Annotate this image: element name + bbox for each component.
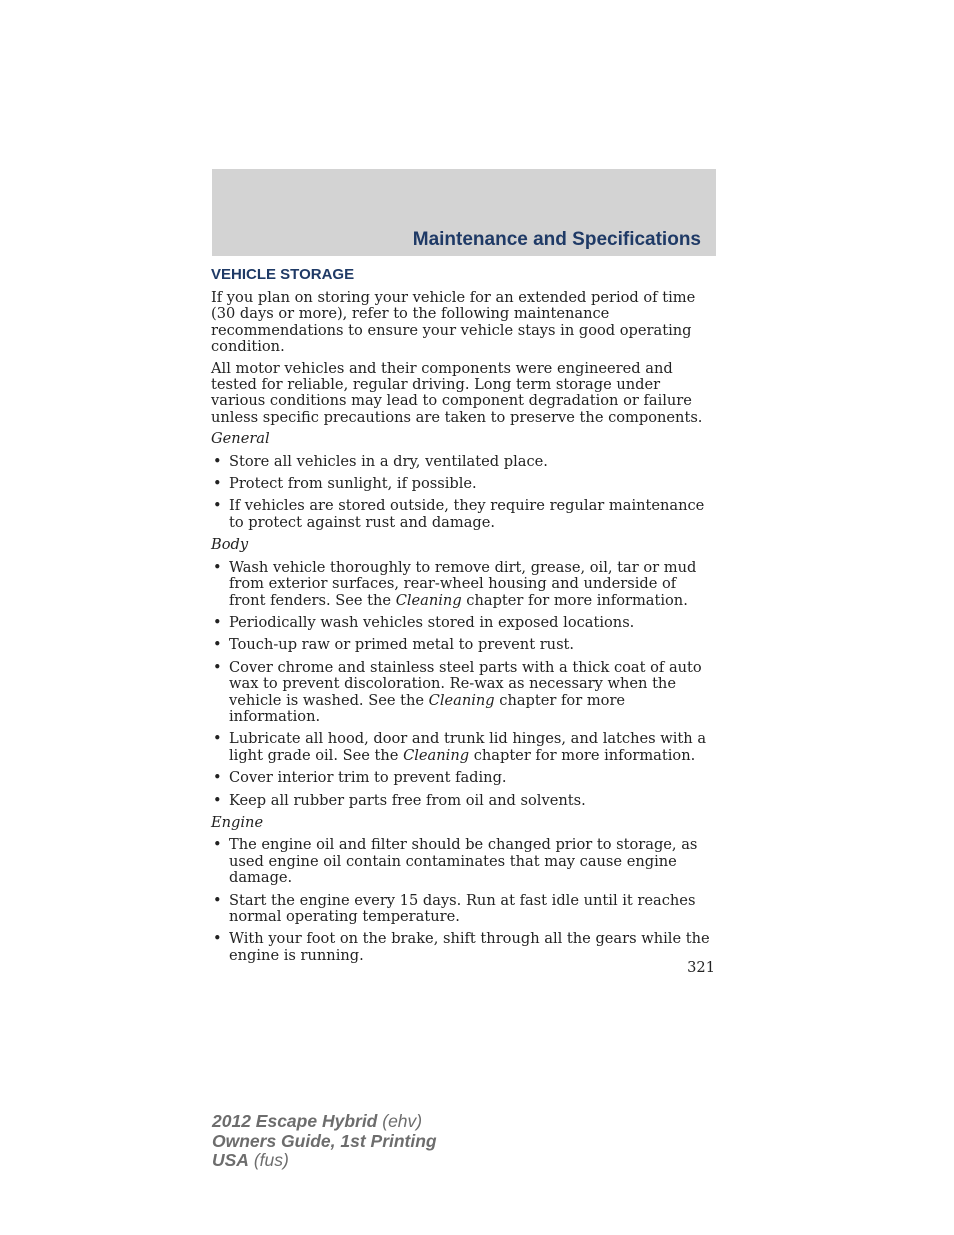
general-subheading: General (211, 430, 270, 448)
footer-market-code: (fus) (248, 1150, 289, 1170)
engine-list (211, 837, 716, 964)
list-item: • With your foot on the brake, shift through all the gears while the engine is running. (211, 931, 716, 964)
list-item-text: Wash vehicle thoroughly to remove dirt, grease, oil, tar or mud from exterior surfaces, rear-wheel housing and underside of front fenders. See the (229, 558, 697, 609)
list-item-text: chapter for more information. (469, 746, 696, 764)
intro-paragraph-1: If you plan on storing your vehicle for an extended period of time (30 days or more), refer to the following maintenance recommendations to ensure your vehicle stays in good operating condition. (211, 289, 696, 356)
list-item: • Keep all rubber parts free from oil and solvents. (211, 793, 716, 809)
footer-market: USA (212, 1150, 249, 1170)
list-item: • Cover interior trim to prevent fading. (211, 770, 716, 786)
footer-line-model (212, 1112, 437, 1132)
list-item-text: chapter for more information. (461, 591, 688, 609)
page-number: 321 (687, 959, 715, 976)
general-list (211, 454, 716, 532)
list-item-text: Lubricate all hood, door and trunk lid hinges, and latches with a light grade oil. See the (229, 730, 707, 764)
page-content (211, 266, 716, 970)
footer-model-code: (ehv) (377, 1111, 423, 1131)
list-item: • If vehicles are stored outside, they require regular maintenance to protect against rust and damage. (211, 498, 716, 531)
list-item: • Periodically wash vehicles stored in exposed locations. (211, 615, 716, 631)
list-item: • Touch-up raw or primed metal to prevent rust. (211, 637, 716, 653)
footer-line-market (212, 1151, 437, 1171)
footer-edition: Owners Guide, 1st Printing (212, 1130, 437, 1151)
list-item-text: chapter for more information. (229, 691, 626, 725)
chapter-title: Maintenance and Specifications (412, 229, 701, 250)
chapter-reference: Cleaning (428, 691, 495, 709)
list-item: • Protect from sunlight, if possible. (211, 476, 716, 492)
footer-line-edition (212, 1132, 437, 1152)
engine-subheading: Engine (211, 813, 264, 831)
list-item: • Store all vehicles in a dry, ventilated place. (211, 454, 716, 470)
body-subheading: Body (211, 536, 249, 554)
list-item (211, 560, 716, 609)
list-item: • Start the engine every 15 days. Run at fast idle until it reaches normal operating temperature. (211, 893, 716, 926)
document-footer (212, 1112, 437, 1171)
body-list (211, 560, 716, 809)
section-heading: VEHICLE STORAGE (211, 266, 355, 283)
intro-paragraph-2: All motor vehicles and their components were engineered and tested for reliable, regular driving. Long term storage under various conditions may lead to component degradation or failure unless specific precautions are taken to preserve the components. (211, 359, 703, 426)
footer-model: 2012 Escape Hybrid (212, 1111, 378, 1131)
list-item-text: Cover chrome and stainless steel parts with a thick coat of auto wax to prevent discoloration. Re-wax as necessary when the vehicle is washed. See the (229, 658, 702, 709)
list-item (211, 660, 716, 726)
list-item: • The engine oil and filter should be changed prior to storage, as used engine oil contain contaminates that may cause engine damage. (211, 837, 716, 886)
list-item (211, 731, 716, 764)
chapter-reference: Cleaning (395, 591, 462, 609)
chapter-reference: Cleaning (403, 746, 470, 764)
chapter-header-band (212, 169, 716, 256)
